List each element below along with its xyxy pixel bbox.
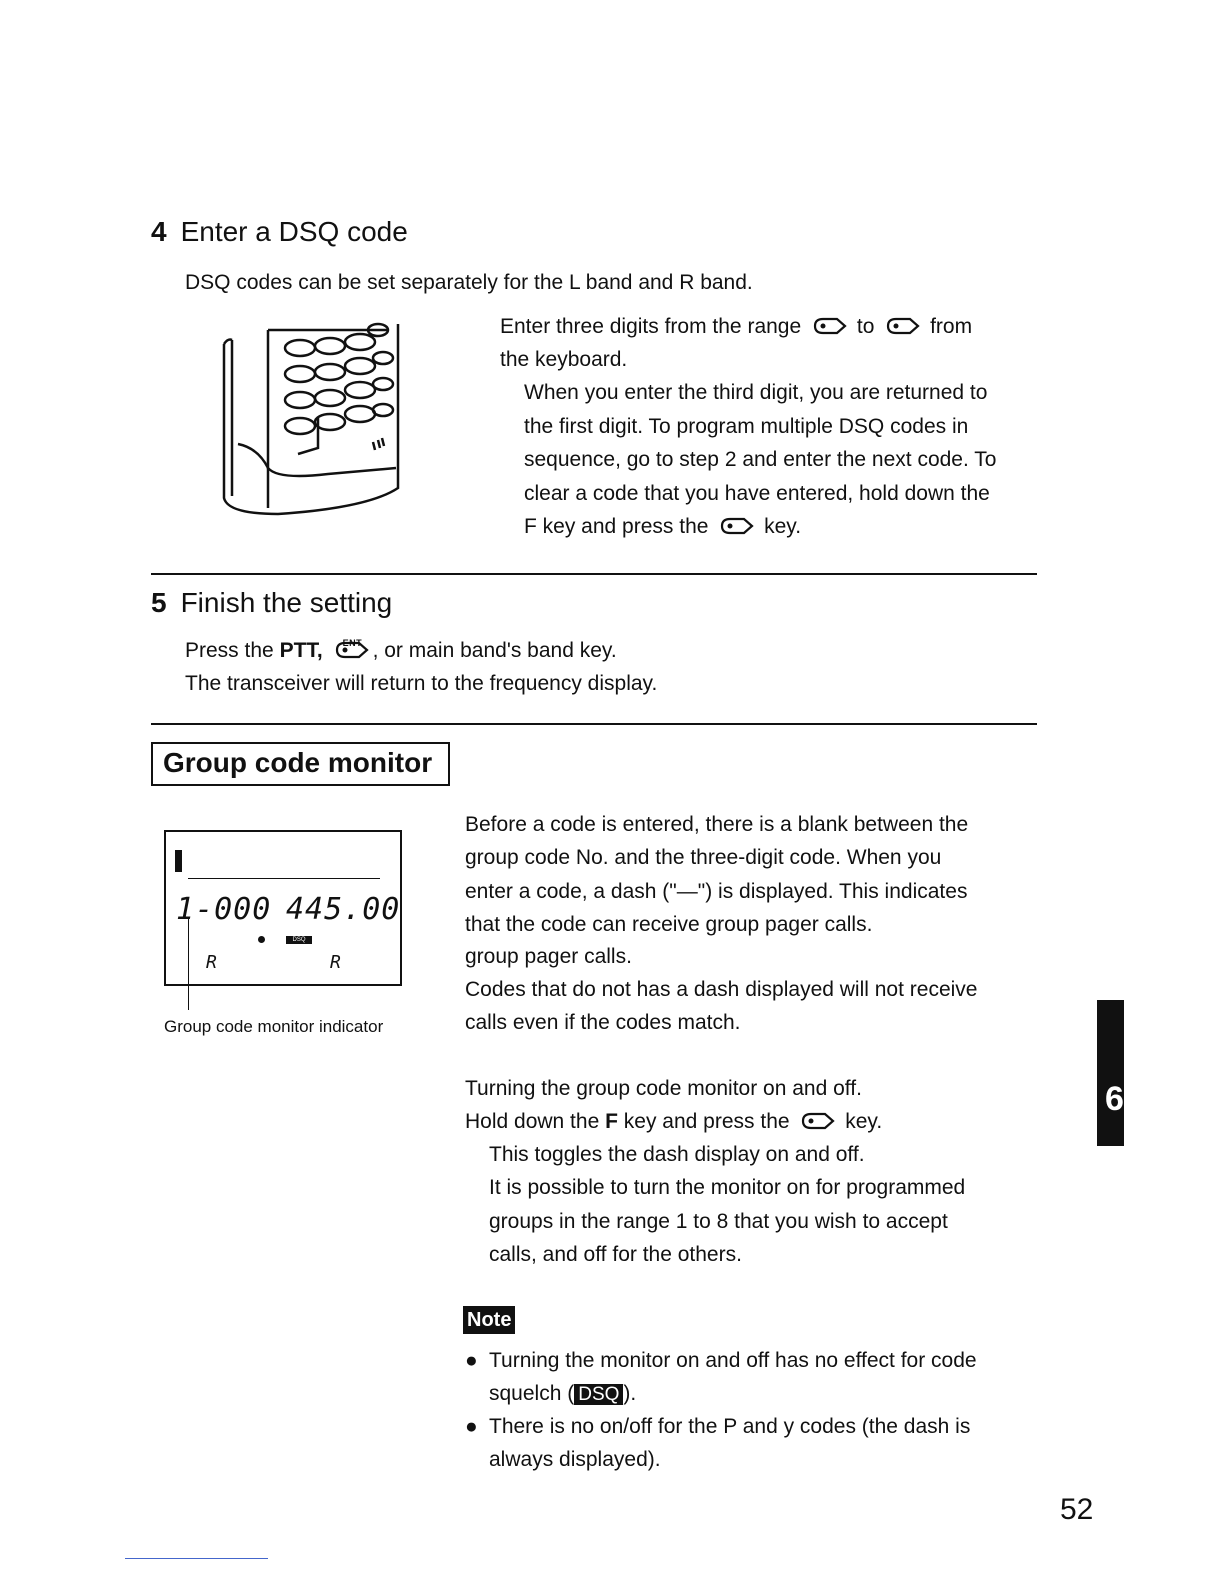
divider-1 <box>151 573 1037 575</box>
toggle-title: Turning the group code monitor on and off. <box>465 1077 862 1100</box>
step-5-heading <box>151 587 392 619</box>
clear-key-text: key. <box>764 515 802 538</box>
group-desc-2: group code No. and the three-digit code. When you <box>465 846 942 869</box>
bullet-icon: ● <box>465 1415 478 1438</box>
indicator-caption: Group code monitor indicator <box>164 1017 384 1036</box>
bullet-icon: ● <box>465 1349 478 1372</box>
lcd-separator <box>188 878 380 879</box>
lcd-dsq-tag: DSQ <box>286 936 312 944</box>
key-0-icon <box>811 317 847 335</box>
toggle-line-1: This toggles the dash display on and off. <box>489 1143 865 1166</box>
footer-rule <box>125 1558 268 1559</box>
key-9-icon <box>884 317 920 335</box>
press-the-text: key and press the <box>623 1110 790 1133</box>
chapter-number: 6 <box>1105 1080 1124 1118</box>
step-4-para-2: the first digit. To program multiple DSQ codes in <box>524 415 969 438</box>
toggle-line-2: It is possible to turn the monitor on for programmed <box>489 1176 966 1199</box>
ptt-key-label: PTT, <box>279 639 323 662</box>
lcd-bar-icon <box>175 850 182 872</box>
group-desc-3: enter a code, a dash ("—") is displayed. This indicates <box>465 880 968 903</box>
indicator-leader-line <box>188 918 189 1010</box>
key-clear-icon <box>718 517 754 535</box>
page-number: 52 <box>1060 1493 1094 1526</box>
lcd-left-mark: R <box>206 952 217 973</box>
toggle-hold-line <box>465 1105 882 1139</box>
f-key-label: F <box>605 1110 618 1133</box>
step-5-press-line <box>185 634 617 668</box>
clear-text: F key and press the <box>524 515 709 538</box>
step-4-para-3: sequence, go to step 2 and enter the next code. To <box>524 448 997 471</box>
range-from-text: from <box>930 315 973 338</box>
toggle-line-4: calls, and off for the others. <box>489 1243 742 1266</box>
group-desc-5: group pager calls. <box>465 945 632 968</box>
step-5-title: Finish the setting <box>180 587 393 618</box>
hold-text: Hold down the <box>465 1110 600 1133</box>
note-badge: Note <box>463 1306 515 1334</box>
lcd-frequency: 445.00 <box>286 892 401 927</box>
note-bullet-2 <box>465 1410 970 1444</box>
step-4-title: Enter a DSQ code <box>180 216 408 247</box>
ent-label: ENT <box>342 638 363 648</box>
band-key-text: , or main band's band key. <box>372 639 617 662</box>
lcd-group-code: 1-000 <box>176 892 272 927</box>
range-to-text: to <box>856 315 875 338</box>
note-2-text: There is no on/off for the P and y codes (the dash is <box>489 1415 971 1438</box>
lcd-dot-icon <box>258 936 265 943</box>
step-5-number: 5 <box>151 587 167 618</box>
step-4-intro: DSQ codes can be set separately for the L band and R band. <box>185 271 753 294</box>
note-1-text: Turning the monitor on and off has no effect for code <box>489 1349 977 1372</box>
chapter-tab <box>1097 1000 1124 1146</box>
group-desc-4: that the code can receive group pager calls. <box>465 913 873 936</box>
press-text: Press the <box>185 639 274 662</box>
note-bullet-2-cont: always displayed). <box>489 1448 661 1471</box>
step-4-keyboard-line: the keyboard. <box>500 348 628 371</box>
note-1-squelch: squelch ( <box>489 1382 575 1405</box>
note-bullet-1 <box>465 1344 977 1378</box>
toggle-line-3: groups in the range 1 to 8 that you wish to accept <box>489 1210 948 1233</box>
key-text: key. <box>845 1110 883 1133</box>
note-bullet-1-cont <box>489 1377 636 1411</box>
group-desc-6: Codes that do not has a dash displayed will not receive <box>465 978 978 1001</box>
group-code-monitor-heading-box <box>151 742 450 786</box>
divider-2 <box>151 723 1037 725</box>
dsq-badge: DSQ <box>574 1384 623 1405</box>
step-5-return-line: The transceiver will return to the frequency display. <box>185 672 658 695</box>
step-4-range-line <box>500 310 972 344</box>
group-desc-1: Before a code is entered, there is a blank between the <box>465 813 969 836</box>
note-1-end: ). <box>623 1382 637 1405</box>
range-text: Enter three digits from the range <box>500 315 802 338</box>
group-desc-7: calls even if the codes match. <box>465 1011 741 1034</box>
group-code-monitor-heading: Group code monitor <box>163 747 433 778</box>
lcd-right-mark: R <box>330 952 341 973</box>
step-4-number: 4 <box>151 216 167 247</box>
step-4-para-4: clear a code that you have entered, hold down the <box>524 482 990 505</box>
lcd-display <box>164 830 402 986</box>
step-4-para-1: When you enter the third digit, you are returned to <box>524 381 988 404</box>
ent-key-icon <box>333 638 369 659</box>
step-4-heading <box>151 216 408 248</box>
keypad-illustration <box>218 318 404 520</box>
key-toggle-icon <box>799 1112 835 1130</box>
step-4-para-5 <box>524 510 801 544</box>
